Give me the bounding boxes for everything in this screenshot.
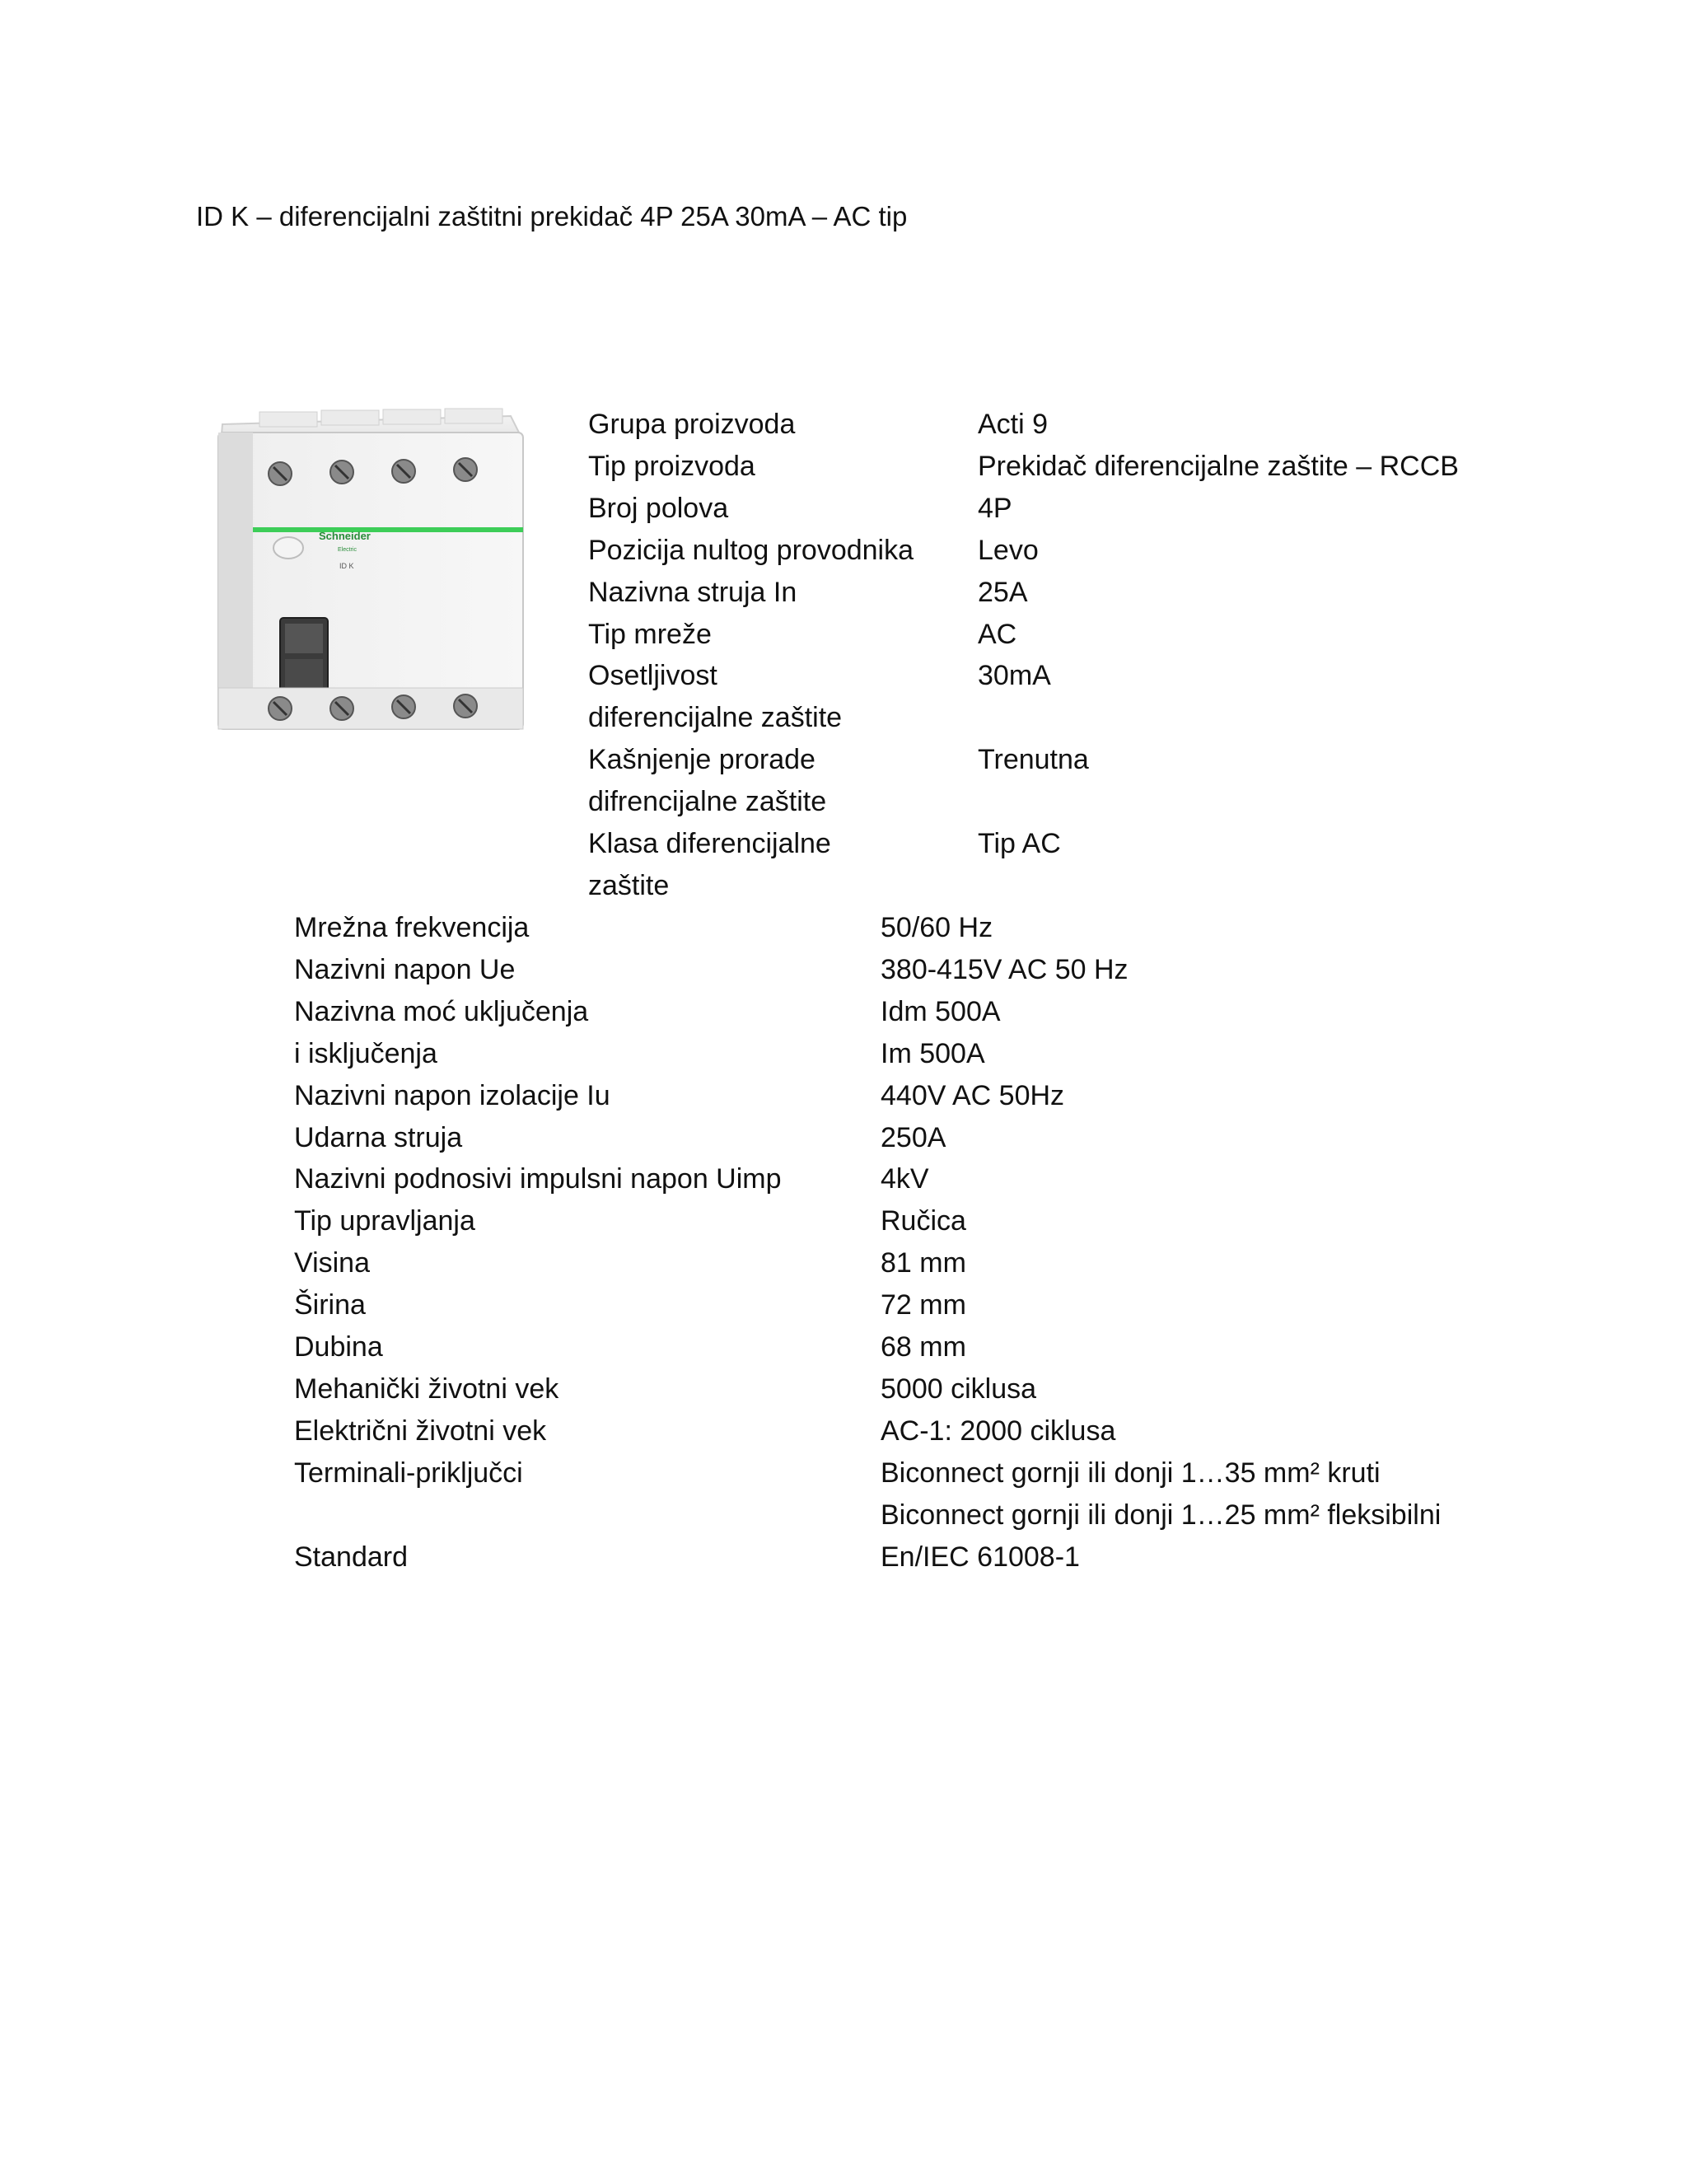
spec-label: Standard — [294, 1541, 408, 1573]
spec-label: Grupa proizvoda — [588, 409, 796, 440]
spec-label: Udarna struja — [294, 1122, 463, 1153]
spec-label: Nazivni napon izolacije Iu — [294, 1080, 610, 1111]
spec-value: Tip AC — [978, 828, 1061, 859]
spec-value: 50/60 Hz — [881, 912, 993, 943]
spec-value: Levo — [978, 535, 1039, 566]
spec-value: 380-415V AC 50 Hz — [881, 954, 1129, 985]
spec-value: 81 mm — [881, 1247, 966, 1279]
spec-value: 72 mm — [881, 1289, 966, 1321]
rccb-device-image — [198, 408, 527, 741]
spec-label: Mrežna frekvencija — [294, 912, 530, 943]
spec-label: Nazivna moć uključenja — [294, 996, 589, 1027]
svg-text:Electric: Electric — [338, 547, 357, 553]
spec-value: 30mA — [978, 660, 1051, 691]
spec-label-cont: difrencijalne zaštite — [588, 786, 827, 817]
spec-label: i isključenja — [294, 1038, 437, 1069]
spec-value: Acti 9 — [978, 409, 1049, 440]
spec-value: Idm 500A — [881, 996, 1001, 1027]
spec-label: Nazivni podnosivi impulsni napon Uimp — [294, 1163, 782, 1195]
spec-label: Nazivna struja In — [588, 577, 797, 608]
spec-label: Pozicija nultog provodnika — [588, 535, 914, 566]
spec-value: 25A — [978, 577, 1028, 608]
spec-value: 250A — [881, 1122, 946, 1153]
spec-value: AC-1: 2000 ciklusa — [881, 1415, 1116, 1447]
spec-label: Kašnjenje prorade — [588, 744, 815, 775]
spec-label: Širina — [294, 1289, 366, 1321]
spec-value: 4kV — [881, 1163, 929, 1195]
spec-label: Nazivni napon Ue — [294, 954, 516, 985]
spec-label: Električni životni vek — [294, 1415, 547, 1447]
spec-value: Biconnect gornji ili donji 1…35 mm² kruti — [881, 1457, 1381, 1489]
spec-label: Tip mreže — [588, 619, 712, 650]
spec-value: Trenutna — [978, 744, 1089, 775]
spec-label: Tip proizvoda — [588, 451, 755, 482]
spec-value: 440V AC 50Hz — [881, 1080, 1065, 1111]
spec-label: Klasa diferencijalne — [588, 828, 831, 859]
spec-value: Prekidač diferencijalne zaštite – RCCB — [978, 451, 1459, 482]
spec-label: Broj polova — [588, 493, 729, 524]
spec-label: Dubina — [294, 1331, 383, 1363]
spec-label: Tip upravljanja — [294, 1205, 475, 1237]
spec-label: Mehanički životni vek — [294, 1373, 559, 1405]
spec-label: Visina — [294, 1247, 370, 1279]
spec-value: AC — [978, 619, 1017, 650]
svg-text:ID K: ID K — [339, 562, 354, 570]
spec-value: Ručica — [881, 1205, 966, 1237]
spec-value: Im 500A — [881, 1038, 985, 1069]
spec-value: 5000 ciklusa — [881, 1373, 1037, 1405]
svg-text:Schneider: Schneider — [319, 530, 371, 542]
spec-label-cont: zaštite — [588, 870, 670, 901]
spec-value: 4P — [978, 493, 1012, 524]
spec-label: Terminali-priključci — [294, 1457, 523, 1489]
spec-value: 68 mm — [881, 1331, 966, 1363]
document-title: ID K – diferencijalni zaštitni prekidač 4P 25A 30mA – AC tip — [196, 201, 908, 231]
spec-value: Biconnect gornji ili donji 1…25 mm² fleksibilni — [881, 1499, 1442, 1531]
spec-label-cont: diferencijalne zaštite — [588, 702, 843, 733]
spec-label: Osetljivost — [588, 660, 717, 691]
spec-value: En/IEC 61008-1 — [881, 1541, 1080, 1573]
